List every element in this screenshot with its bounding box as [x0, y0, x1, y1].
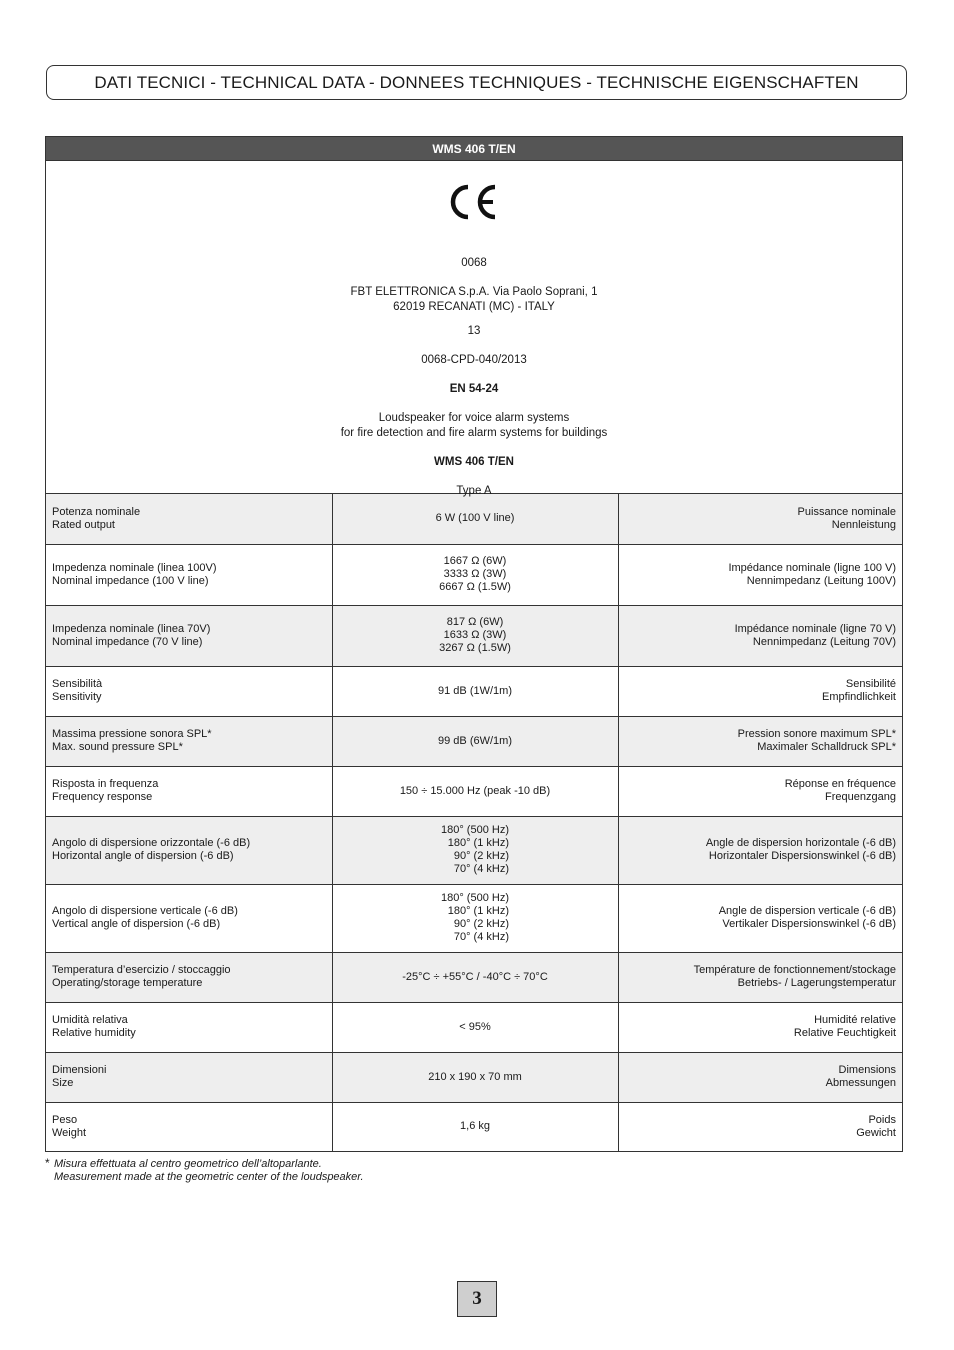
- spec-value-line: 1667 Ω (6W): [443, 555, 507, 567]
- spec-label-fr-de: [618, 494, 902, 544]
- certification-block: [46, 161, 902, 497]
- spec-value: [332, 666, 618, 716]
- spec-label-it-en-line: Max. sound pressure SPL*: [52, 741, 183, 753]
- spec-value: [332, 544, 618, 605]
- footnote-line-italian: Misura effettuata al centro geometrico dell’altoparlante.: [54, 1158, 322, 1170]
- spec-value-line: 210 x 190 x 70 mm: [428, 1070, 522, 1083]
- spec-label-fr-de-line: Nennimpedanz (Leitung 70V): [752, 635, 896, 648]
- page-number: [457, 1281, 497, 1317]
- spec-label-fr-de-line: Dimensions: [838, 1064, 896, 1076]
- spec-label-it-en-line: Risposta in frequenza: [52, 778, 159, 790]
- spec-row: [46, 884, 902, 952]
- spec-label-it-en-line: Nominal impedance (100 V line): [52, 574, 209, 587]
- spec-value-line: 180° (500 Hz): [441, 824, 509, 836]
- spec-label-fr-de-line: Impédance nominale (ligne 100 V): [728, 561, 896, 574]
- spec-value-line: 90° (2 kHz): [453, 850, 509, 862]
- spec-label-fr-de-line: Puissance nominale: [797, 505, 896, 518]
- spec-label-it-en-line: Frequency response: [52, 791, 153, 803]
- spec-label-it-en-line: Nominal impedance (70 V line): [52, 635, 203, 648]
- spec-label-it-en: [46, 605, 332, 666]
- certification-year: 13: [467, 325, 481, 337]
- spec-value-line: 70° (4 kHz): [453, 863, 509, 875]
- spec-label-fr-de-line: Humidité relative: [814, 1014, 896, 1026]
- spec-label-fr-de-line: Relative Feuchtigkeit: [793, 1027, 896, 1039]
- spec-label-it-en-line: Sensitivity: [52, 691, 102, 703]
- spec-label-fr-de-line: Angle de dispersion verticale (-6 dB): [718, 905, 896, 917]
- spec-value-line: 6667 Ω (1.5W): [439, 581, 511, 593]
- spec-value: [332, 1052, 618, 1102]
- spec-label-fr-de-line: Frequenzgang: [825, 791, 896, 803]
- spec-label-it-en-line: Potenza nominale: [52, 505, 141, 518]
- spec-row: [46, 1002, 902, 1052]
- spec-label-it-en: [46, 766, 332, 816]
- spec-label-it-en-line: Horizontal angle of dispersion (-6 dB): [52, 850, 234, 862]
- spec-value: [332, 884, 618, 952]
- spec-label-it-en-line: Angolo di dispersione orizzontale (-6 dB): [52, 837, 251, 849]
- spec-value-line: 817 Ω (6W): [446, 616, 504, 628]
- spec-label-it-en-line: Impedenza nominale (linea 100V): [52, 561, 217, 574]
- spec-label-it-en-line: Peso: [52, 1113, 78, 1126]
- footnote: [45, 1158, 364, 1184]
- spec-value: [332, 605, 618, 666]
- manufacturer-address-line2: 62019 RECANATI (MC) - ITALY: [393, 301, 555, 313]
- spec-value-line: 180° (1 kHz): [447, 905, 509, 917]
- spec-value-line: 91 dB (1W/1m): [438, 684, 512, 697]
- spec-value-line: -25°C ÷ +55°C / -40°C ÷ 70°C: [402, 970, 548, 983]
- product-description-line1: Loudspeaker for voice alarm systems: [378, 412, 570, 424]
- spec-value-line: 90° (2 kHz): [453, 918, 509, 930]
- technical-data-sheet: [45, 136, 903, 1152]
- spec-label-it-en: [46, 884, 332, 952]
- model-bar: [46, 137, 902, 161]
- spec-value-line: 180° (500 Hz): [441, 892, 509, 904]
- spec-value: [332, 716, 618, 766]
- spec-value-line: 180° (1 kHz): [447, 837, 509, 849]
- spec-label-fr-de-line: Vertikaler Dispersionswinkel (-6 dB): [722, 918, 896, 930]
- spec-label-it-en-line: Operating/storage temperature: [52, 977, 203, 989]
- spec-value-line: 150 ÷ 15.000 Hz (peak -10 dB): [399, 784, 551, 797]
- manufacturer-address-line1: FBT ELETTRONICA S.p.A. Via Paolo Soprani, 1: [350, 286, 598, 298]
- spec-label-fr-de: [618, 605, 902, 666]
- spec-value: [332, 1002, 618, 1052]
- certificate-number: 0068-CPD-040/2013: [421, 354, 527, 366]
- spec-row: [46, 1052, 902, 1102]
- spec-label-it-en-line: Sensibilità: [52, 678, 103, 690]
- spec-label-fr-de: [618, 1052, 902, 1102]
- spec-row: [46, 816, 902, 884]
- spec-value-line: 70° (4 kHz): [453, 931, 509, 943]
- notified-body-number: 0068: [461, 257, 487, 269]
- spec-label-fr-de-line: Angle de dispersion horizontale (-6 dB): [705, 837, 896, 849]
- spec-value: [332, 816, 618, 884]
- page-header: [46, 65, 907, 100]
- spec-label-it-en: [46, 544, 332, 605]
- spec-label-it-en-line: Umidità relativa: [52, 1014, 128, 1026]
- spec-label-it-en-line: Size: [52, 1077, 74, 1089]
- spec-label-fr-de: [618, 766, 902, 816]
- spec-row: [46, 494, 902, 544]
- spec-label-fr-de-line: Maximaler Schalldruck SPL*: [757, 741, 896, 753]
- page-number-label: 3: [472, 1288, 482, 1309]
- spec-label-fr-de-line: Nennleistung: [831, 518, 896, 531]
- spec-label-fr-de-line: Nennimpedanz (Leitung 100V): [746, 574, 896, 587]
- spec-label-it-en-line: Angolo di dispersione verticale (-6 dB): [52, 905, 238, 917]
- spec-label-it-en-line: Dimensioni: [52, 1064, 107, 1076]
- spec-label-it-en-line: Massima pressione sonora SPL*: [52, 728, 212, 740]
- page-title: DATI TECNICI - TECHNICAL DATA - DONNEES TECHNIQUES - TECHNISCHE EIGENSCHAFTEN: [94, 72, 859, 92]
- spec-label-it-en-line: Relative humidity: [52, 1027, 136, 1039]
- spec-label-fr-de: [618, 816, 902, 884]
- spec-label-it-en-line: Weight: [52, 1126, 87, 1139]
- spec-label-fr-de: [618, 544, 902, 605]
- spec-label-fr-de-line: Gewicht: [856, 1126, 896, 1139]
- footnote-line-english: Measurement made at the geometric center of the loudspeaker.: [54, 1171, 364, 1183]
- spec-row: [46, 544, 902, 605]
- spec-value: [332, 494, 618, 544]
- spec-value-line: 1633 Ω (3W): [443, 629, 507, 641]
- spec-label-fr-de: [618, 666, 902, 716]
- spec-value-line: 99 dB (6W/1m): [438, 734, 512, 747]
- spec-label-it-en: [46, 494, 332, 544]
- spec-label-fr-de-line: Abmessungen: [825, 1077, 896, 1089]
- product-description-line2: for fire detection and fire alarm systems for buildings: [340, 427, 608, 439]
- spec-label-fr-de-line: Poids: [868, 1113, 896, 1126]
- spec-label-fr-de: [618, 1002, 902, 1052]
- spec-row: [46, 716, 902, 766]
- spec-row: [46, 605, 902, 666]
- spec-label-fr-de-line: Impédance nominale (ligne 70 V): [734, 622, 896, 635]
- spec-value: [332, 952, 618, 1002]
- spec-label-it-en: [46, 816, 332, 884]
- spec-label-it-en: [46, 666, 332, 716]
- spec-value-line: 6 W (100 V line): [435, 512, 515, 525]
- spec-value-line: < 95%: [459, 1020, 491, 1033]
- product-type: Type A: [456, 485, 492, 497]
- spec-label-it-en-line: Impedenza nominale (linea 70V): [52, 622, 211, 635]
- specifications-table: [46, 494, 902, 1151]
- spec-label-it-en: [46, 716, 332, 766]
- spec-label-fr-de-line: Température de fonctionnement/stockage: [693, 964, 896, 976]
- spec-label-fr-de-line: Empfindlichkeit: [822, 691, 896, 703]
- spec-label-fr-de-line: Sensibilité: [845, 678, 896, 690]
- spec-label-it-en: [46, 1102, 332, 1151]
- spec-value-line: 1,6 kg: [460, 1120, 490, 1133]
- spec-value: [332, 1102, 618, 1151]
- certified-model: WMS 406 T/EN: [434, 456, 514, 468]
- spec-label-it-en-line: Rated output: [52, 518, 115, 531]
- spec-label-it-en: [46, 1002, 332, 1052]
- spec-row: [46, 1102, 902, 1151]
- spec-row: [46, 666, 902, 716]
- spec-value-line: 3333 Ω (3W): [443, 568, 507, 580]
- spec-row: [46, 952, 902, 1002]
- spec-label-fr-de: [618, 952, 902, 1002]
- spec-label-it-en: [46, 1052, 332, 1102]
- footnote-asterisk: *: [45, 1156, 50, 1170]
- spec-value-line: 3267 Ω (1.5W): [439, 642, 511, 654]
- spec-label-fr-de-line: Betriebs- / Lagerungstemperatur: [737, 977, 896, 989]
- ce-mark-icon: [46, 181, 902, 223]
- spec-label-fr-de-line: Pression sonore maximum SPL*: [737, 728, 896, 740]
- spec-value: [332, 766, 618, 816]
- spec-label-it-en: [46, 952, 332, 1002]
- spec-label-fr-de-line: Horizontaler Dispersionswinkel (-6 dB): [708, 850, 896, 862]
- spec-label-fr-de: [618, 1102, 902, 1151]
- spec-label-fr-de: [618, 884, 902, 952]
- spec-label-fr-de: [618, 716, 902, 766]
- model-bar-label: WMS 406 T/EN: [432, 141, 516, 156]
- spec-label-it-en-line: Temperatura d’esercizio / stoccaggio: [52, 964, 231, 976]
- spec-label-it-en-line: Vertical angle of dispersion (-6 dB): [52, 918, 221, 930]
- spec-row: [46, 766, 902, 816]
- spec-label-fr-de-line: Réponse en fréquence: [784, 778, 896, 790]
- standard-reference: EN 54-24: [449, 383, 499, 395]
